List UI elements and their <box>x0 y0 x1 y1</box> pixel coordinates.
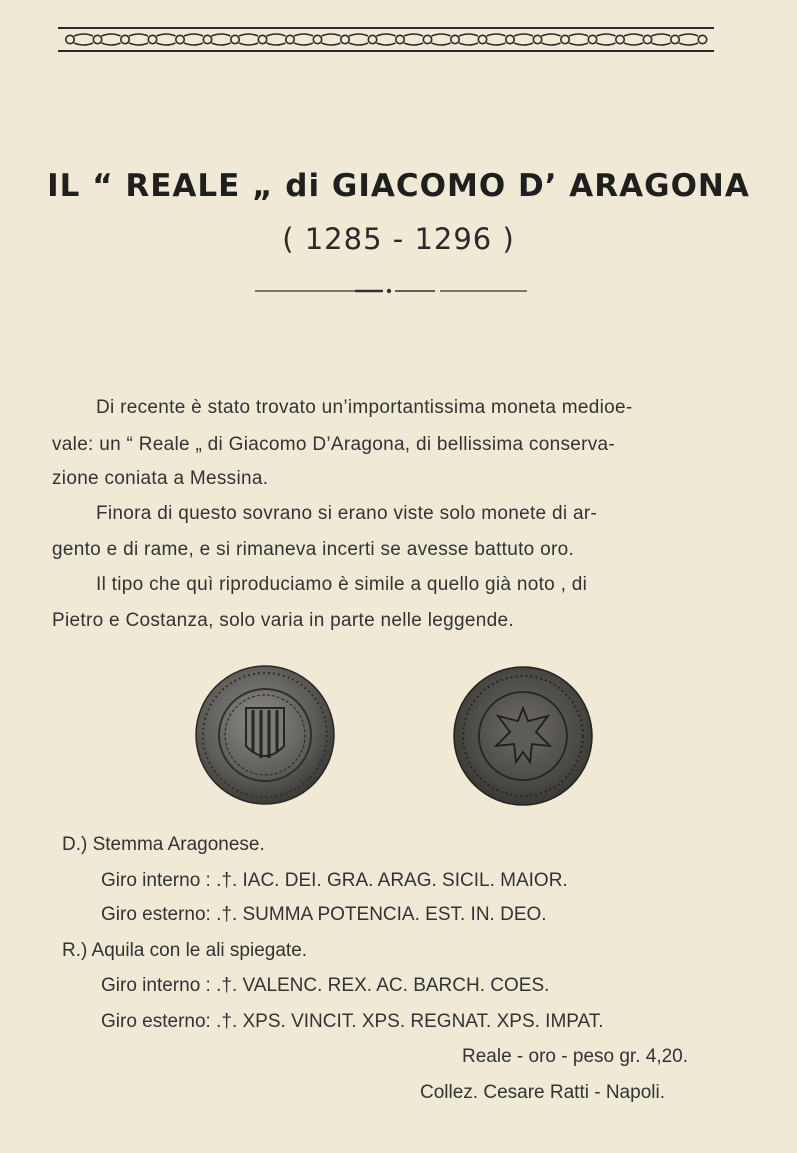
article-title: IL “ REALE „ di GIACOMO D’ ARAGONA <box>47 168 750 204</box>
paragraph-line: zione coniata a Messina. <box>52 468 269 489</box>
obverse-outer-legend: Giro esterno: .†. SUMMA POTENCIA. EST. IN. DEO. <box>101 904 547 925</box>
paragraph-line: gento e di rame, e si rimaneva incerti se avesse battuto oro. <box>52 539 575 560</box>
decorative-rule <box>255 284 527 298</box>
paragraph-line: Di recente è stato trovato un’importantissima moneta medioe- <box>96 397 633 418</box>
reign-dates: ( 1285 - 1296 ) <box>282 222 515 256</box>
paragraph-line: Il tipo che quì riproduciamo è simile a quello già noto , di <box>96 574 588 595</box>
obverse-inner-legend: Giro interno : .†. IAC. DEI. GRA. ARAG. SICIL. MAIOR. <box>101 870 568 891</box>
reverse-heading: R.) Aquila con le ali spiegate. <box>62 940 308 961</box>
coin-obverse-image <box>194 664 336 806</box>
paragraph-line: vale: un “ Reale „ di Giacomo D’Aragona, di bellissima conserva- <box>52 434 616 455</box>
paragraph-line: Finora di questo sovrano si erano viste solo monete di ar- <box>96 503 598 524</box>
reverse-outer-legend: Giro esterno: .†. XPS. VINCIT. XPS. REGNAT. XPS. IMPAT. <box>101 1011 604 1032</box>
paragraph-line: Pietro e Costanza, solo varia in parte nelle leggende. <box>52 610 514 631</box>
collection-credit: Collez. Cesare Ratti - Napoli. <box>420 1082 665 1103</box>
obverse-heading: D.) Stemma Aragonese. <box>62 834 265 855</box>
coin-reverse-image <box>452 666 594 806</box>
coin-weight: Reale - oro - peso gr. 4,20. <box>462 1046 689 1067</box>
reverse-inner-legend: Giro interno : .†. VALENC. REX. AC. BARCH. COES. <box>101 975 550 996</box>
ornamental-border <box>58 24 714 54</box>
